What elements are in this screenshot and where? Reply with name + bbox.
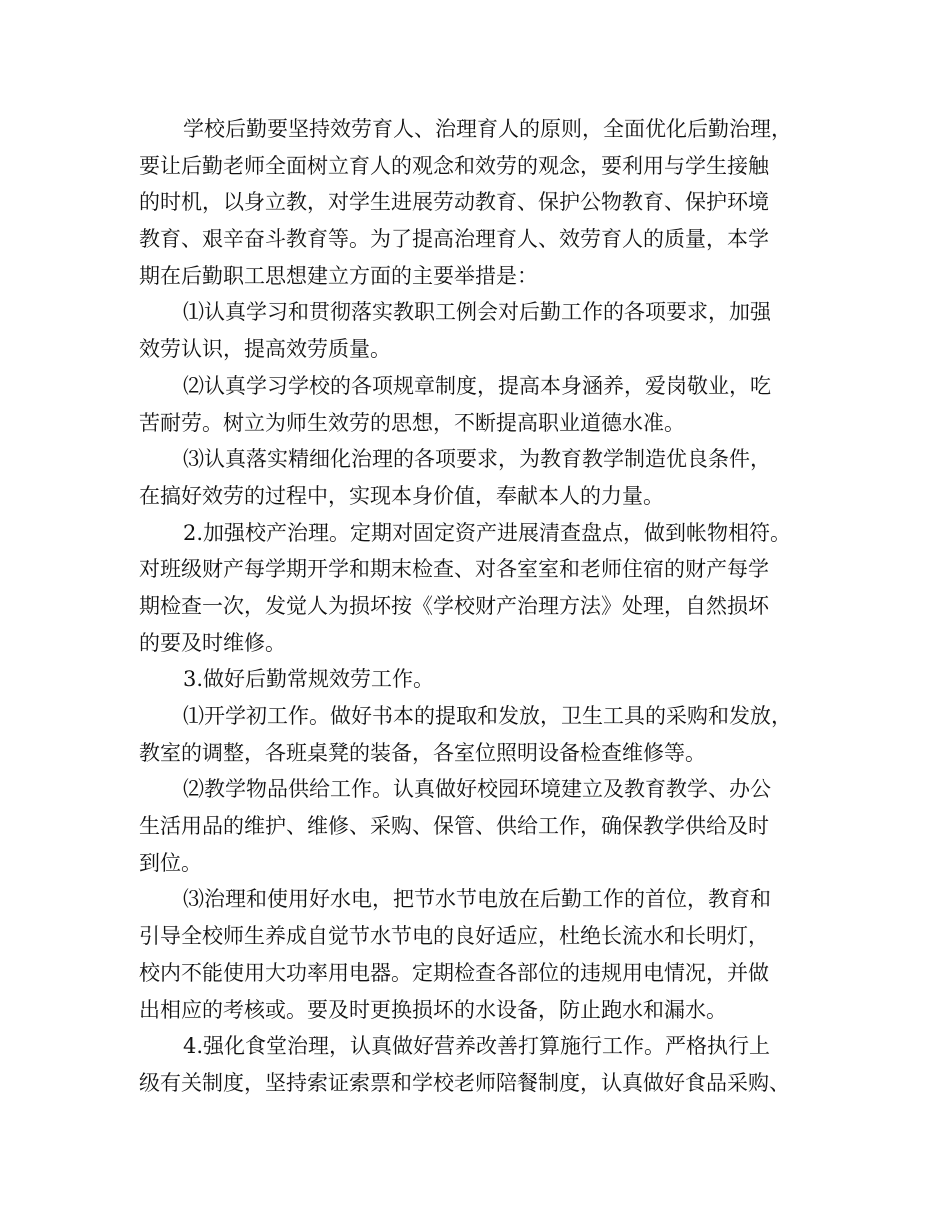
text-line: 的时机，以身立教，对学生进展劳动教育、保护公物教育、保护环境 <box>139 190 769 215</box>
text-line: 的要及时维修。 <box>139 630 286 655</box>
text-line: 教育、艰辛奋斗教育等。为了提高治理育人、效劳育人的质量，本学 <box>139 227 769 252</box>
text-line: ⑴认真学习和贯彻落实教职工例会对后勤工作的各项要求，加强 <box>183 300 771 325</box>
text-line: 生活用品的维护、维修、采购、保管、供给工作，确保教学供给及时 <box>139 814 769 839</box>
text-line: 出相应的考核或。要及时更换损坏的水设备，防止跑水和漏水。 <box>139 997 727 1022</box>
document-body <box>139 111 819 1102</box>
text-line: 教室的调整，各班桌凳的装备，各室位照明设备检查维修等。 <box>139 740 706 765</box>
text-line: 2.加强校产治理。定期对固定资产进展清查盘点，做到帐物相符。 <box>183 520 792 545</box>
text-line: 3.做好后勤常规效劳工作。 <box>183 667 435 692</box>
text-line: 到位。 <box>139 850 202 875</box>
text-line: 期在后勤职工思想建立方面的主要举措是： <box>139 263 538 288</box>
text-line: ⑵教学物品供给工作。认真做好校园环境建立及教育教学、办公 <box>183 777 771 802</box>
text-line: 期检查一次，发觉人为损坏按《学校财产治理方法》处理，自然损坏 <box>139 593 769 618</box>
text-line: ⑵认真学习学校的各项规章制度，提高本身涵养，爱岗敬业，吃 <box>183 373 771 398</box>
text-line: 引导全校师生养成自觉节水节电的良好适应，杜绝长流水和长明灯， <box>139 924 769 949</box>
text-line: ⑴开学初工作。做好书本的提取和发放，卫生工具的采购和发放， <box>183 704 792 728</box>
text-line: ⑶认真落实精细化治理的各项要求，为教育教学制造优良条件， <box>183 447 771 472</box>
text-line: 级有关制度，坚持索证索票和学校老师陪餐制度，认真做好食品采购、 <box>139 1070 790 1095</box>
text-line: 要让后勤老师全面树立育人的观念和效劳的观念，要利用与学生接触 <box>139 153 769 178</box>
text-line: 在搞好效劳的过程中，实现本身价值，奉献本人的力量。 <box>139 483 664 508</box>
text-line: 苦耐劳。树立为师生效劳的思想，不断提高职业道德水准。 <box>139 410 685 435</box>
text-line: 校内不能使用大功率用电器。定期检查各部位的违规用电情况，并做 <box>139 960 769 985</box>
text-line: 效劳认识，提高效劳质量。 <box>139 337 391 362</box>
text-line: 4.强化食堂治理，认真做好营养改善打算施行工作。严格执行上 <box>183 1034 771 1059</box>
text-line: ⑶治理和使用好水电，把节水节电放在后勤工作的首位，教育和 <box>183 887 771 912</box>
text-line: 对班级财产每学期开学和期末检查、对各室室和老师住宿的财产每学 <box>139 557 769 582</box>
text-line: 学校后勤要坚持效劳育人、治理育人的原则，全面优化后勤治理， <box>183 117 792 141</box>
